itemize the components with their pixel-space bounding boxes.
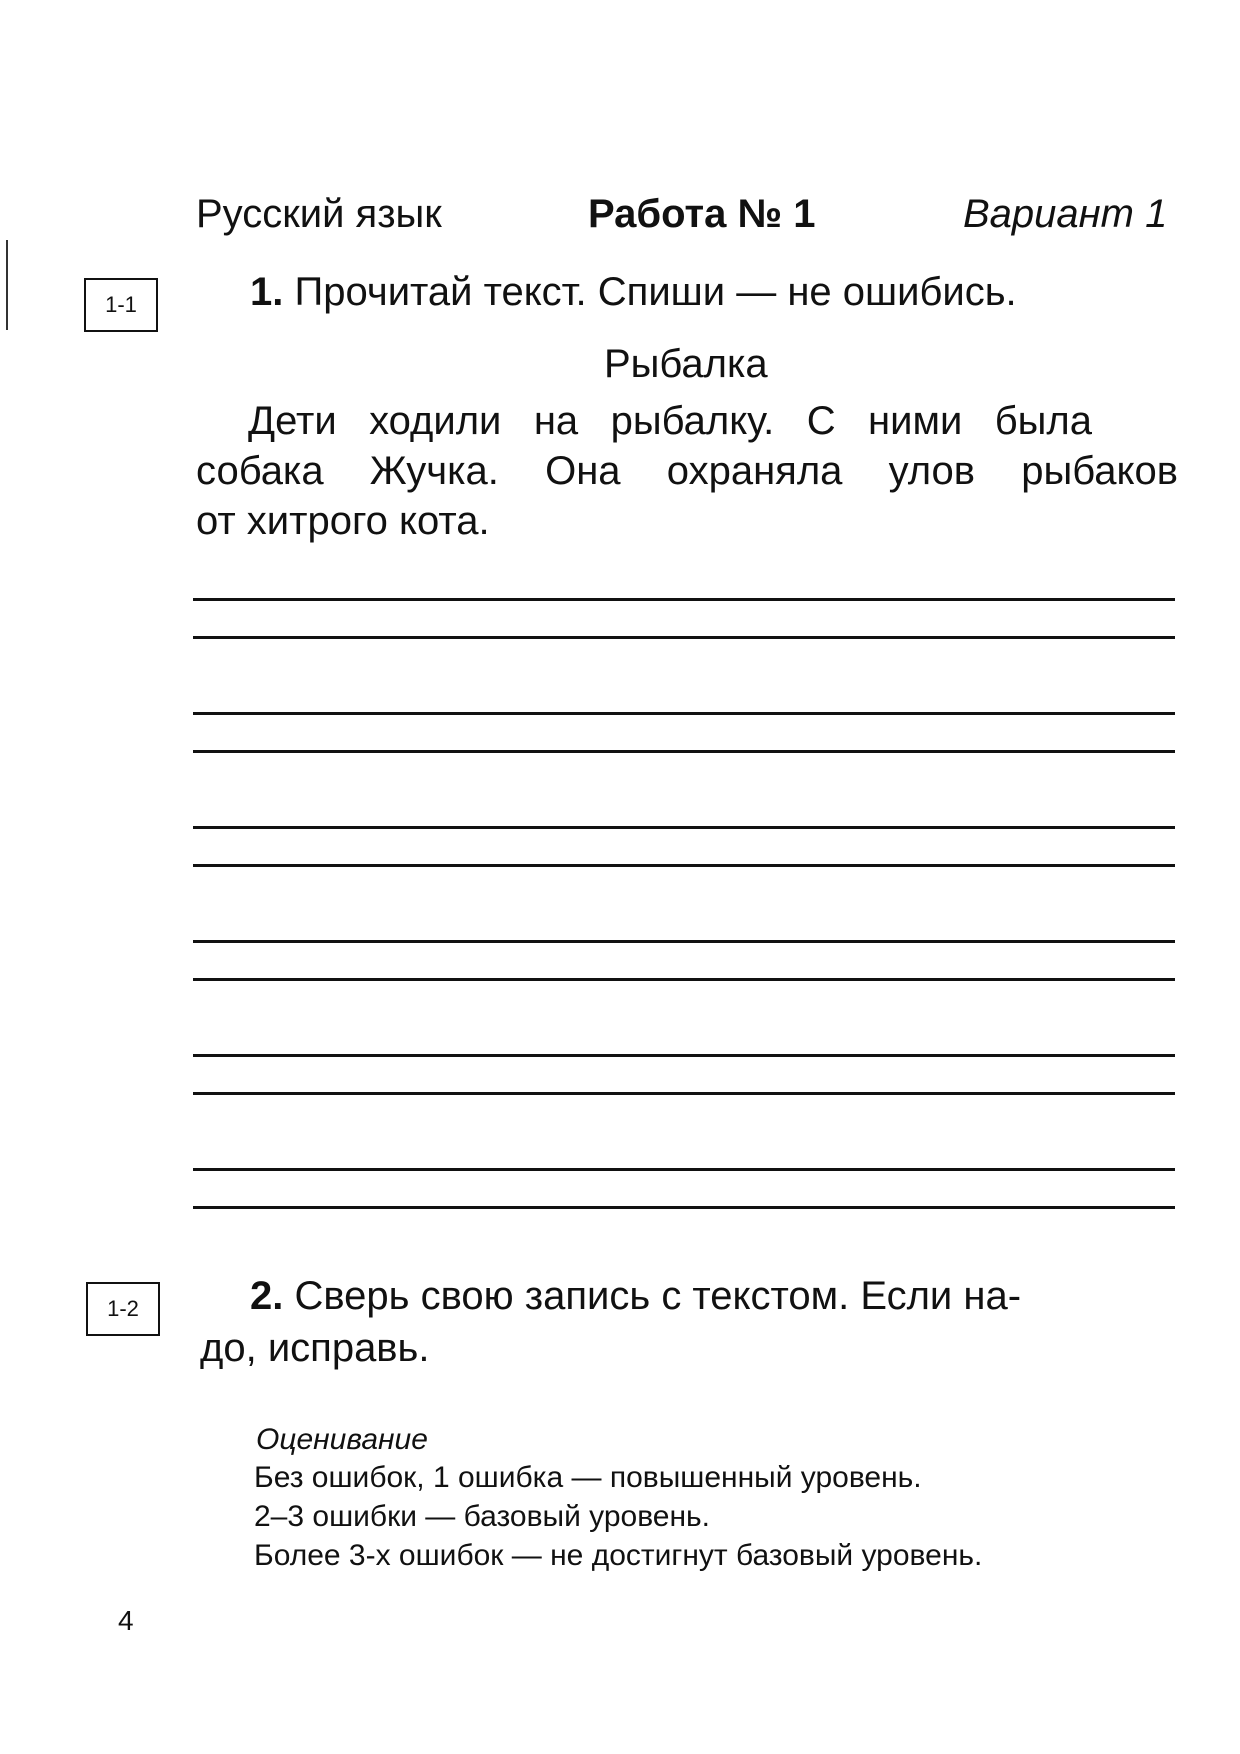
text-word: Дети: [248, 399, 337, 443]
writing-line[interactable]: [193, 940, 1175, 943]
task2-number: 2.: [250, 1274, 284, 1318]
writing-line[interactable]: [193, 712, 1175, 715]
text-word: Она: [545, 449, 621, 493]
evaluation-level: 2–3 ошибки — базовый уровень.: [254, 1500, 711, 1533]
writing-line[interactable]: [193, 1054, 1175, 1057]
text-word: рыбалку.: [610, 399, 775, 443]
evaluation-level: Без ошибок, 1 ошибка — повышенный уровень.: [254, 1461, 922, 1494]
task2-code-box: 1-2: [86, 1282, 160, 1336]
text-word: ходили: [369, 399, 502, 443]
task2-instruction: [250, 1272, 1021, 1320]
left-margin-mark: [6, 240, 8, 330]
evaluation-title: Оценивание: [256, 1423, 428, 1456]
writing-line[interactable]: [193, 1206, 1175, 1209]
text-line-3: от хитрого кота.: [196, 499, 490, 543]
text-word: на: [533, 399, 579, 443]
task1-code-box: 1-1: [84, 278, 158, 332]
writing-line[interactable]: [193, 864, 1175, 867]
task1-instruction: [250, 268, 1017, 316]
writing-line[interactable]: [193, 636, 1175, 639]
text-word: собака: [196, 449, 324, 493]
writing-line[interactable]: [193, 1168, 1175, 1171]
text-word: улов: [888, 449, 976, 493]
task1-number: 1.: [250, 270, 284, 314]
text-title: Рыбалка: [604, 342, 768, 386]
text-word: охраняла: [666, 449, 843, 493]
writing-line[interactable]: [193, 598, 1175, 601]
text-word: рыбаков: [1021, 449, 1178, 493]
task2-instruction-text: Сверь свою запись с текстом. Если на-: [294, 1274, 1022, 1318]
text-word: Жучка.: [369, 449, 499, 493]
writing-line[interactable]: [193, 826, 1175, 829]
text-line-2: [196, 447, 1178, 495]
text-word: была: [994, 399, 1092, 443]
writing-line[interactable]: [193, 978, 1175, 981]
writing-line[interactable]: [193, 1092, 1175, 1095]
evaluation-level: Более 3-х ошибок — не достигнут базовый уровень.: [254, 1539, 983, 1572]
writing-line[interactable]: [193, 750, 1175, 753]
text-line-1: [248, 397, 1092, 445]
subject-title: Русский язык: [196, 192, 442, 236]
work-title: Работа № 1: [588, 192, 816, 236]
task2-instruction-continuation: до, исправь.: [200, 1326, 430, 1370]
text-word: С: [806, 399, 836, 443]
task1-instruction-text: Прочитай текст. Спиши — не ошибись.: [294, 270, 1017, 314]
page-number: 4: [118, 1605, 134, 1636]
text-word: ними: [868, 399, 963, 443]
variant-label: Вариант 1: [963, 192, 1168, 236]
